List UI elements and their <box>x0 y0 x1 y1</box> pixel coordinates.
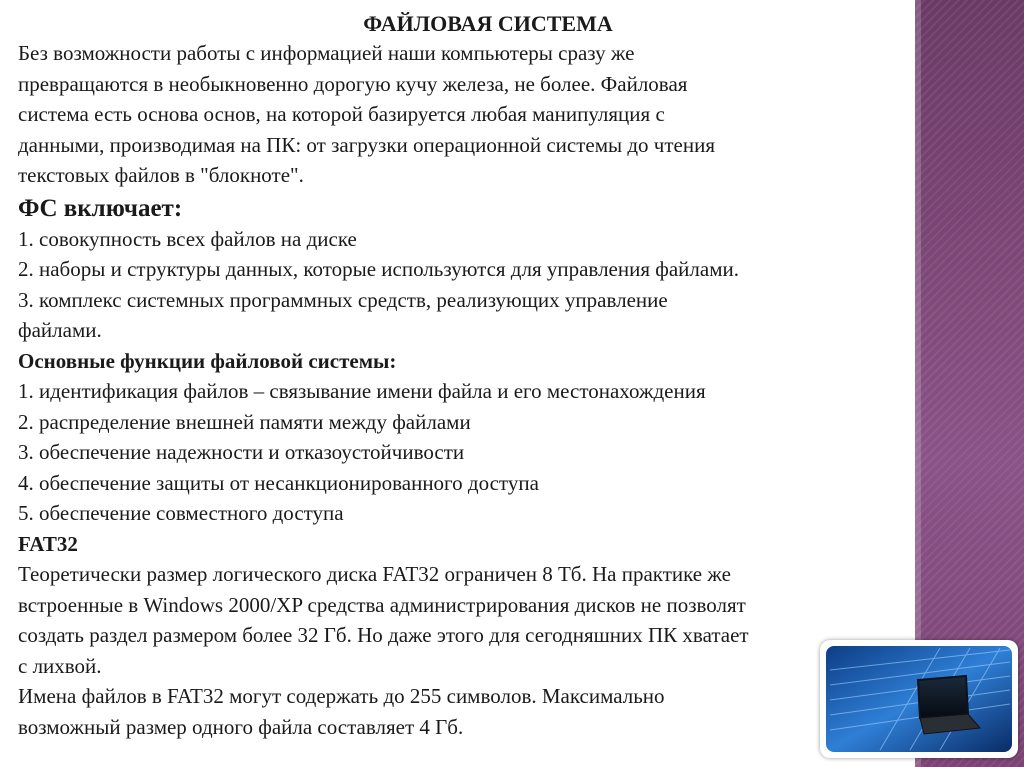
intro-line: данными, производимая на ПК: от загрузки операционной системы до чтения <box>18 132 715 157</box>
fat32-line: возможный размер одного файла составляет 4 Гб. <box>18 714 464 739</box>
list-item: 5. обеспечение совместного доступа <box>18 501 344 525</box>
fat32-line: с лихвой. <box>18 653 102 678</box>
fat32-line: встроенные в Windows 2000/XP средства администрирования дисков не позволят <box>18 592 746 617</box>
functions-list <box>18 376 918 529</box>
intro-paragraph <box>18 38 918 191</box>
list-item: 1. идентификация файлов – связывание имени файла и его местонахождения <box>18 379 706 403</box>
list-item: файлами. <box>18 318 102 342</box>
slide-content <box>18 10 918 742</box>
fat32-paragraph <box>18 559 918 742</box>
functions-heading: Основные функции файловой системы: <box>18 348 397 373</box>
fs-includes-list <box>18 224 918 346</box>
fat32-line: Теоретически размер логического диска FAT32 ограничен 8 Тб. На практике же <box>18 562 731 586</box>
list-item: 3. обеспечение надежности и отказоустойчивости <box>18 440 465 464</box>
list-item: 1. совокупность всех файлов на диске <box>18 226 357 251</box>
fat32-line: Имена файлов в FAT32 могут содержать до 255 символов. Максимально <box>18 684 665 708</box>
list-item: 4. обеспечение защиты от несанкционированного доступа <box>18 470 539 495</box>
list-item: 2. распределение внешней памяти между файлами <box>18 409 471 434</box>
laptop-icon <box>820 640 1018 758</box>
intro-line: текстовых файлов в "блокноте". <box>18 163 304 187</box>
intro-line: система есть основа основ, на которой базируется любая манипуляция с <box>18 102 665 126</box>
list-item: 3. комплекс системных программных средств, реализующих управление <box>18 287 668 312</box>
intro-line: превращаются в необыкновенно дорогую кучу железа, не более. Файловая <box>18 71 688 96</box>
list-item: 2. наборы и структуры данных, которые используются для управления файлами. <box>18 257 739 281</box>
fs-includes-heading: ФС включает: <box>18 194 183 222</box>
page-title: ФАЙЛОВАЯ СИСТЕМА <box>363 11 613 36</box>
intro-line: Без возможности работы с информацией наши компьютеры сразу же <box>18 41 635 65</box>
fat32-heading: FAT32 <box>18 531 78 556</box>
laptop-thumbnail <box>820 640 1018 758</box>
fat32-line: создать раздел размером более 32 Гб. Но даже этого для сегодняшних ПК хватает <box>18 623 749 647</box>
